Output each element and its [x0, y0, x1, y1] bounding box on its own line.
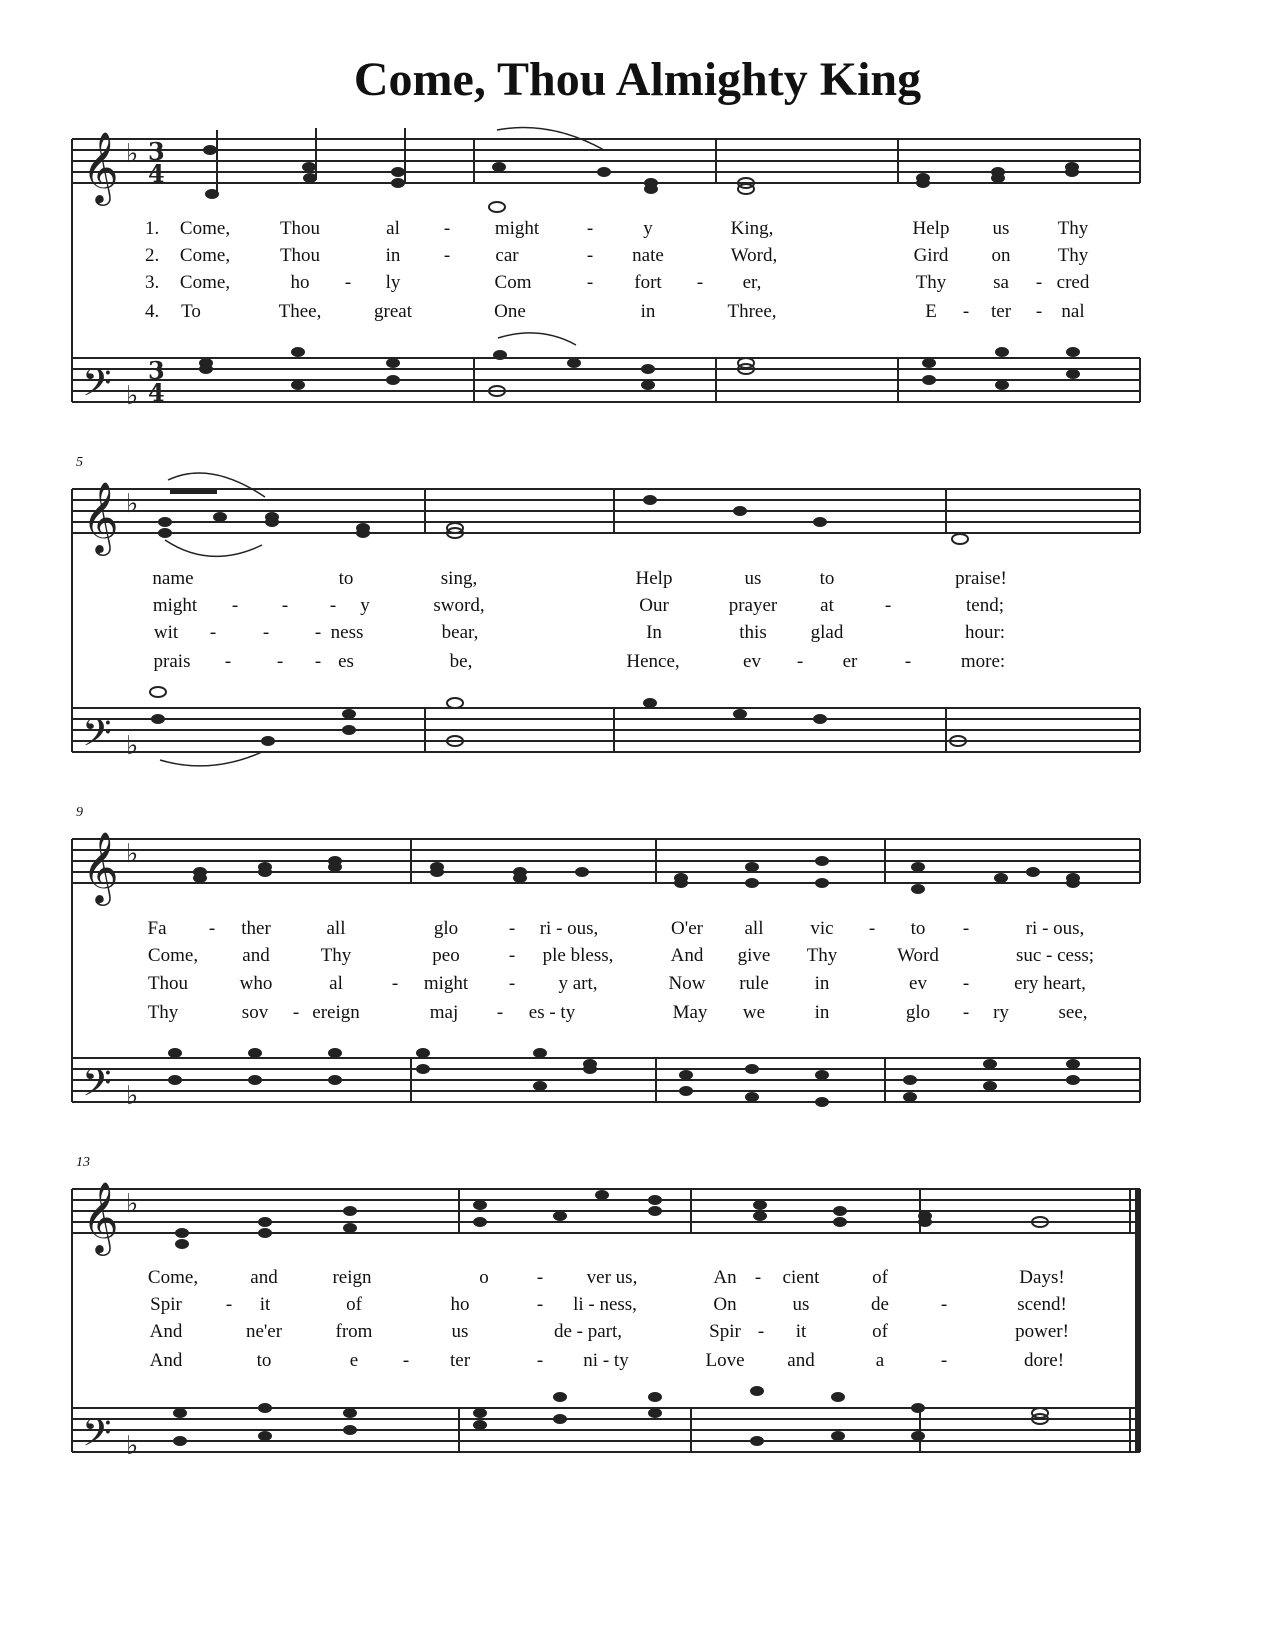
lyric-syllable: Help [912, 218, 950, 239]
lyric-syllable: all [326, 918, 346, 939]
lyric-syllable: ev [909, 973, 927, 994]
lyric-syllable: Thou [279, 218, 321, 239]
lyric-syllable: us [451, 1321, 469, 1342]
verse-number: 2. [145, 245, 160, 266]
lyric-syllable: Our [639, 595, 669, 616]
treble-clef-icon: 𝄞 [82, 130, 119, 203]
lyric-syllable: bear, [441, 622, 479, 643]
lyric-syllable: who [239, 973, 273, 994]
lyric-hyphen: - [696, 272, 704, 293]
hymn-title: Come, Thou Almighty King [353, 53, 922, 106]
lyric-syllable: Spir [150, 1294, 182, 1315]
svg-text:𝄞: 𝄞 [82, 1180, 119, 1253]
lyric-syllable: more: [960, 651, 1006, 672]
lyric-syllable: in [385, 245, 401, 266]
lyric-syllable: May [672, 1002, 708, 1023]
lyric-syllable: a [875, 1350, 885, 1371]
lyric-syllable: Come, [179, 272, 231, 293]
lyric-syllable: Help [635, 568, 673, 589]
lyric-syllable: us [792, 1294, 810, 1315]
lyric-syllable: ther [241, 918, 271, 939]
lyric-syllable: might [494, 218, 540, 239]
lyric-hyphen: - [344, 272, 352, 293]
lyric-hyphen: - [402, 1350, 410, 1371]
lyric-hyphen: - [962, 301, 970, 322]
svg-text:♭: ♭ [126, 489, 139, 519]
lyric-syllable: see, [1058, 1002, 1088, 1023]
lyric-syllable: glad [810, 622, 844, 643]
lyric-syllable: and [242, 945, 270, 966]
lyric-syllable: sing, [440, 568, 478, 589]
lyric-syllable: Come, [179, 245, 231, 266]
lyric-syllable: er [842, 651, 858, 672]
bass-clef-icon: 𝄢 [82, 360, 112, 414]
lyric-hyphen: - [391, 973, 399, 994]
lyric-hyphen: - [586, 218, 594, 239]
lyric-hyphen: - [329, 595, 337, 616]
lyric-syllable: might [423, 973, 469, 994]
bass-staff-1 [72, 358, 1140, 402]
lyric-syllable: Three, [727, 301, 777, 322]
lyric-syllable: Thou [279, 245, 321, 266]
svg-text:𝄢: 𝄢 [82, 710, 112, 764]
lyric-syllable: praise! [955, 568, 1007, 589]
lyric-hyphen: - [536, 1267, 544, 1288]
lyric-syllable: car [495, 245, 519, 266]
lyric-hyphen: - [536, 1350, 544, 1371]
lyric-syllable: ri - ous, [539, 918, 599, 939]
lyric-syllable: ness [330, 622, 364, 643]
svg-text:♭: ♭ [126, 731, 139, 761]
flat-key-signature-icon [126, 139, 138, 1461]
lyric-syllable: sword, [433, 595, 485, 616]
lyric-syllable: li - ness, [573, 1294, 637, 1315]
svg-text:♭: ♭ [126, 1431, 139, 1461]
lyric-syllable: vic [810, 918, 834, 939]
lyric-syllable: ereign [312, 1002, 360, 1023]
lyric-syllable: ev [743, 651, 761, 672]
lyric-syllable: Word, [730, 245, 778, 266]
svg-text:𝄢: 𝄢 [82, 1410, 112, 1464]
lyric-syllable: de [871, 1294, 889, 1315]
lyric-syllable: hour: [964, 622, 1006, 643]
lyric-syllable: ni - ty [583, 1350, 629, 1371]
measure-number: 5 [76, 455, 83, 470]
lyric-syllable: ver us, [586, 1267, 638, 1288]
lyric-syllable: Spir [709, 1321, 741, 1342]
lyric-syllable: it [259, 1294, 271, 1315]
lyric-syllable: and [250, 1267, 278, 1288]
lyric-hyphen: - [292, 1002, 300, 1023]
lyric-hyphen: - [962, 1002, 970, 1023]
lyric-syllable: fort [634, 272, 662, 293]
lyric-syllable: es - ty [528, 1002, 576, 1023]
lyric-syllable: Thy [915, 272, 947, 293]
lyric-syllable: ry [993, 1002, 1009, 1023]
lyric-syllable: suc - cess; [1015, 945, 1095, 966]
lyric-syllable: Love [705, 1350, 745, 1371]
lyric-syllable: from [335, 1321, 373, 1342]
lyric-hyphen: - [1035, 272, 1043, 293]
lyric-syllable: power! [1015, 1321, 1069, 1342]
lyric-syllable: ne'er [245, 1321, 283, 1342]
lyric-syllable: An [713, 1267, 737, 1288]
lyric-syllable: glo [905, 1002, 931, 1023]
svg-text:4: 4 [148, 378, 165, 407]
lyric-syllable: in [814, 1002, 830, 1023]
lyric-hyphen: - [496, 1002, 504, 1023]
lyric-hyphen: - [884, 595, 892, 616]
lyric-hyphen: - [1035, 301, 1043, 322]
lyric-syllable: es [338, 651, 354, 672]
lyric-syllable: de - part, [553, 1321, 623, 1342]
lyric-syllable: to [338, 568, 354, 589]
svg-text:♭: ♭ [126, 1081, 139, 1111]
lyric-syllable: And [149, 1350, 183, 1371]
lyric-syllable: glo [433, 918, 459, 939]
lyric-syllable: prais [153, 651, 191, 672]
lyric-syllable: Come, [147, 1267, 199, 1288]
lyric-syllable: to [256, 1350, 272, 1371]
lyric-hyphen: - [796, 651, 804, 672]
lyric-syllable: in [640, 301, 656, 322]
lyric-syllable: sov [241, 1002, 269, 1023]
lyric-hyphen: - [904, 651, 912, 672]
lyric-syllable: this [739, 622, 767, 643]
lyric-syllable: Thee, [278, 301, 322, 322]
lyric-syllable: al [386, 218, 400, 239]
lyric-hyphen: - [754, 1267, 762, 1288]
lyric-hyphen: - [208, 918, 216, 939]
lyric-hyphen: - [443, 245, 451, 266]
lyric-syllable: cred [1056, 272, 1090, 293]
noteheads [147, 128, 1080, 1447]
lyric-syllable: ho [450, 1294, 470, 1315]
lyric-syllable: wit [153, 622, 179, 643]
lyric-hyphen: - [586, 272, 594, 293]
lyric-syllable: Thy [320, 945, 352, 966]
lyric-syllable: of [346, 1294, 362, 1315]
lyric-syllable: And [670, 945, 704, 966]
lyric-syllable: dore! [1023, 1350, 1065, 1371]
lyric-syllable: nal [1061, 301, 1085, 322]
lyric-hyphen: - [962, 973, 970, 994]
lyric-hyphen: - [536, 1294, 544, 1315]
lyric-syllable: nate [632, 245, 664, 266]
lyric-syllable: er, [742, 272, 762, 293]
lyric-syllable: y [360, 595, 370, 616]
lyric-hyphen: - [225, 1294, 233, 1315]
lyric-syllable: O'er [671, 918, 703, 939]
lyric-syllable: Gird [913, 245, 949, 266]
lyric-syllable: ri - ous, [1025, 918, 1085, 939]
lyric-syllable: ple bless, [542, 945, 614, 966]
lyric-syllable: us [992, 218, 1010, 239]
lyric-syllable: And [149, 1321, 183, 1342]
lyric-syllable: be, [449, 651, 473, 672]
lyric-syllable: name [152, 568, 194, 589]
lyric-syllable: Thy [1057, 245, 1089, 266]
lyric-syllable: and [787, 1350, 815, 1371]
lyric-syllable: Thy [1057, 218, 1089, 239]
lyric-syllable: great [374, 301, 412, 322]
svg-text:♭: ♭ [126, 1189, 139, 1219]
svg-text:𝄞: 𝄞 [82, 480, 119, 553]
lyric-syllable: tend; [966, 595, 1004, 616]
lyric-syllable: we [742, 1002, 766, 1023]
svg-text:3: 3 [148, 356, 165, 385]
lyric-hyphen: - [314, 622, 322, 643]
lyric-syllable: y [643, 218, 653, 239]
lyric-hyphen: - [231, 595, 239, 616]
verse-number: 3. [145, 272, 160, 293]
lyric-syllable: give [737, 945, 771, 966]
svg-text:♭: ♭ [126, 839, 139, 869]
lyric-syllable: Come, [147, 945, 199, 966]
lyric-syllable: prayer [728, 595, 778, 616]
lyric-syllable: ery heart, [1014, 973, 1086, 994]
lyric-syllable: to [910, 918, 926, 939]
lyric-syllable: E [925, 301, 937, 322]
lyric-syllable: y art, [558, 973, 598, 994]
lyric-syllable: in [814, 973, 830, 994]
lyric-syllable: Thy [147, 1002, 179, 1023]
lyric-hyphen: - [508, 918, 516, 939]
svg-text:𝄞: 𝄞 [82, 830, 119, 903]
lyric-syllable: ter [449, 1350, 471, 1371]
lyric-syllable: on [991, 245, 1011, 266]
measure-number: 13 [76, 1155, 90, 1170]
lyric-syllable: it [795, 1321, 807, 1342]
lyric-hyphen: - [224, 651, 232, 672]
lyric-syllable: all [744, 918, 764, 939]
lyric-hyphen: - [586, 245, 594, 266]
lyric-syllable: maj [429, 1002, 459, 1023]
lyric-syllable: might [152, 595, 198, 616]
measure-number: 9 [76, 805, 83, 820]
lyric-hyphen: - [281, 595, 289, 616]
lyric-hyphen: - [276, 651, 284, 672]
lyric-syllable: Thou [147, 973, 189, 994]
lyric-syllable: rule [739, 973, 769, 994]
lyric-syllable: On [713, 1294, 737, 1315]
verse-number: 4. [145, 301, 160, 322]
lyric-syllable: sa [993, 272, 1009, 293]
lyric-syllable: King, [730, 218, 774, 239]
svg-text:4: 4 [148, 159, 165, 188]
lyric-syllable: Hence, [626, 651, 680, 672]
lyric-hyphen: - [757, 1321, 765, 1342]
lyric-syllable: Fa [147, 918, 167, 939]
lyric-syllable: To [181, 301, 201, 322]
svg-text:♭: ♭ [126, 139, 139, 169]
lyric-syllable: ly [385, 272, 401, 293]
lyric-syllable: reign [332, 1267, 372, 1288]
lyric-syllable: Come, [179, 218, 231, 239]
lyric-syllable: o [479, 1267, 489, 1288]
lyric-syllable: In [646, 622, 662, 643]
lyric-hyphen: - [940, 1350, 948, 1371]
lyric-syllable: at [820, 595, 834, 616]
lyric-syllable: peo [432, 945, 460, 966]
lyric-syllable: scend! [1017, 1294, 1067, 1315]
lyric-syllable: Now [668, 973, 706, 994]
lyric-syllable: cient [782, 1267, 820, 1288]
lyric-syllable: Word [897, 945, 939, 966]
lyric-syllable: ho [290, 272, 310, 293]
lyric-syllable: One [494, 301, 526, 322]
svg-text:♭: ♭ [126, 381, 139, 411]
lyric-hyphen: - [508, 945, 516, 966]
svg-text:𝄢: 𝄢 [82, 1060, 112, 1114]
lyric-syllable: of [872, 1267, 888, 1288]
lyric-syllable: al [329, 973, 343, 994]
lyric-syllable: us [744, 568, 762, 589]
lyric-syllable: Days! [1019, 1267, 1065, 1288]
lyric-hyphen: - [868, 918, 876, 939]
lyric-hyphen: - [262, 622, 270, 643]
svg-text:3: 3 [148, 137, 165, 166]
lyric-syllable: of [872, 1321, 888, 1342]
lyric-hyphen: - [443, 218, 451, 239]
lyric-syllable: e [349, 1350, 359, 1371]
lyric-hyphen: - [962, 918, 970, 939]
lyric-syllable: ter [990, 301, 1012, 322]
lyric-syllable: Com [494, 272, 532, 293]
lyric-syllable: to [819, 568, 835, 589]
lyric-hyphen: - [940, 1294, 948, 1315]
lyric-hyphen: - [508, 973, 516, 994]
verse-number: 1. [145, 218, 160, 239]
lyric-hyphen: - [314, 651, 322, 672]
lyric-hyphen: - [209, 622, 217, 643]
lyric-syllable: Thy [806, 945, 838, 966]
